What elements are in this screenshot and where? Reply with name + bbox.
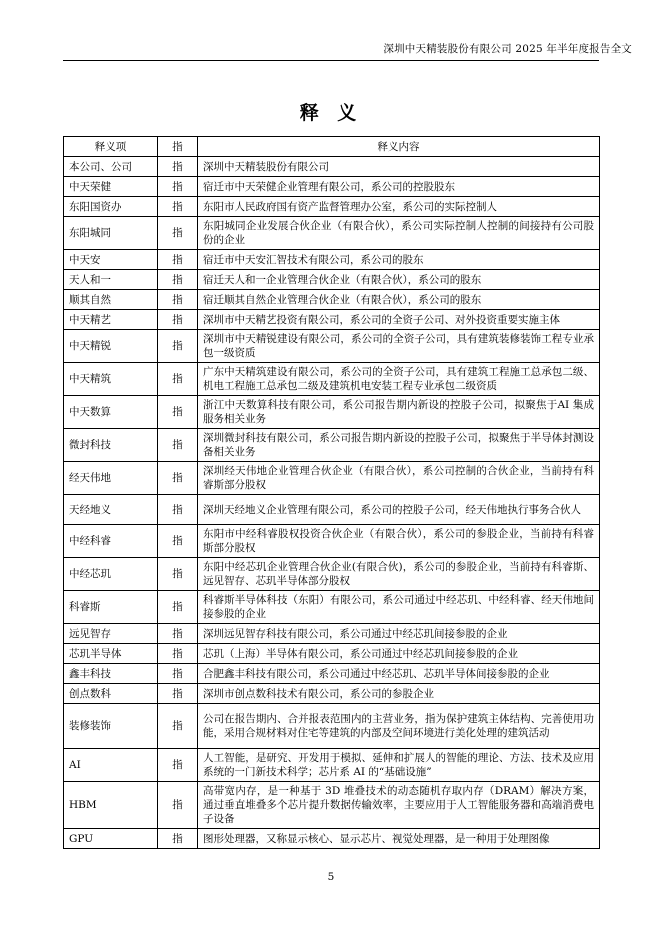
table-row	[64, 310, 600, 330]
sep-cell: 指	[158, 664, 198, 684]
sep-cell: 指	[158, 197, 198, 217]
page-title: 释 义	[299, 102, 363, 124]
term-cell: 科睿斯	[64, 591, 158, 624]
meaning-cell: 高带宽内存，是一种基于 3D 堆叠技术的动态随机存取内存（DRAM）解决方案，通过垂直堆叠多个芯片提升数据传输效率，主要应用于人工智能服务器和高端消费电子设备	[198, 782, 600, 829]
meaning-cell: 合肥鑫丰科技有限公司，系公司通过中经芯玑、芯玑半导体间接参股的企业	[198, 664, 600, 684]
table-row	[64, 749, 600, 782]
meaning-cell: 公司在报告期内、合并报表范围内的主营业务，指为保护建筑主体结构、完善使用功能，采用合规材料对住宅等建筑的内部及空间环境进行美化处理的建筑活动	[198, 704, 600, 749]
sep-cell: 指	[158, 290, 198, 310]
meaning-cell: 宿迁天人和一企业管理合伙企业（有限合伙），系公司的股东	[198, 270, 600, 290]
sep-cell: 指	[158, 462, 198, 495]
sep-cell: 指	[158, 217, 198, 250]
term-cell: 微封科技	[64, 429, 158, 462]
term-cell: 中经芯玑	[64, 558, 158, 591]
table-body	[64, 157, 600, 849]
table-row	[64, 704, 600, 749]
table-row	[64, 270, 600, 290]
table-row	[64, 429, 600, 462]
table-row	[64, 363, 600, 396]
meaning-cell: 深圳市中天精艺投资有限公司，系公司的全资子公司、对外投资重要实施主体	[198, 310, 600, 330]
table-row	[64, 644, 600, 664]
sep-cell: 指	[158, 704, 198, 749]
sep-cell: 指	[158, 591, 198, 624]
term-cell: 天经地义	[64, 495, 158, 525]
term-cell: 顺其自然	[64, 290, 158, 310]
term-cell: HBM	[64, 782, 158, 829]
term-cell: 中天精艺	[64, 310, 158, 330]
meaning-cell: 浙江中天数算科技有限公司，系公司报告期内新设的控股子公司，拟聚焦于AI 集成服务相关业务	[198, 396, 600, 429]
table-header-row	[64, 137, 600, 157]
meaning-cell: 图形处理器，又称显示核心、显示芯片、视觉处理器，是一种用于处理图像	[198, 829, 600, 849]
meaning-cell: 科睿斯半导体科技（东阳）有限公司，系公司通过中经芯玑、中经科睿、经天伟地间接参股的企业	[198, 591, 600, 624]
term-cell: 本公司、公司	[64, 157, 158, 177]
sep-cell: 指	[158, 250, 198, 270]
table-row	[64, 495, 600, 525]
table-row	[64, 217, 600, 250]
meaning-cell: 芯玑（上海）半导体有限公司，系公司通过中经芯玑间接参股的企业	[198, 644, 600, 664]
term-cell: 中天数算	[64, 396, 158, 429]
term-cell: 鑫丰科技	[64, 664, 158, 684]
table-row	[64, 782, 600, 829]
meaning-cell: 东阳市中经科睿股权投资合伙企业（有限合伙），系公司的参股企业，当前持有科睿斯部分股权	[198, 525, 600, 558]
sep-cell: 指	[158, 829, 198, 849]
table-row	[64, 591, 600, 624]
page-header: 深圳中天精装股份有限公司 2025 年半年度报告全文	[383, 43, 632, 55]
sep-cell: 指	[158, 396, 198, 429]
term-cell: 东阳城同	[64, 217, 158, 250]
term-cell: 装修装饰	[64, 704, 158, 749]
sep-cell: 指	[158, 644, 198, 664]
meaning-cell: 宿迁市中天安汇智技术有限公司，系公司的股东	[198, 250, 600, 270]
sep-cell: 指	[158, 495, 198, 525]
meaning-cell: 深圳经天伟地企业管理合伙企业（有限合伙），系公司控制的合伙企业，当前持有科睿斯部分股权	[198, 462, 600, 495]
table-row	[64, 197, 600, 217]
meaning-cell: 宿迁市中天荣健企业管理有限公司，系公司的控股股东	[198, 177, 600, 197]
meaning-cell: 深圳中天精装股份有限公司	[198, 157, 600, 177]
table-row	[64, 250, 600, 270]
header-rule	[63, 60, 599, 61]
table-row	[64, 330, 600, 363]
table-row	[64, 290, 600, 310]
sep-cell: 指	[158, 363, 198, 396]
term-cell: 中天精筑	[64, 363, 158, 396]
table-row	[64, 664, 600, 684]
term-cell: 东阳国资办	[64, 197, 158, 217]
meaning-cell: 深圳微封科技有限公司，系公司报告期内新设的控股子公司，拟聚焦于半导体封测设备相关业务	[198, 429, 600, 462]
meaning-cell: 东阳中经芯玑企业管理合伙企业(有限合伙)，系公司的参股企业，当前持有科睿斯、远见智存、芯玑半导体部分股权	[198, 558, 600, 591]
term-cell: 远见智存	[64, 624, 158, 644]
meaning-cell: 深圳市创点数科技术有限公司，系公司的参股企业	[198, 684, 600, 704]
column-header-meaning: 释义内容	[198, 137, 600, 157]
page-number: 5	[327, 871, 335, 883]
term-cell: 创点数科	[64, 684, 158, 704]
meaning-cell: 东阳市人民政府国有资产监督管理办公室，系公司的实际控制人	[198, 197, 600, 217]
term-cell: GPU	[64, 829, 158, 849]
sep-cell: 指	[158, 684, 198, 704]
term-cell: 经天伟地	[64, 462, 158, 495]
definitions-table	[63, 136, 600, 849]
table-row	[64, 829, 600, 849]
sep-cell: 指	[158, 429, 198, 462]
sep-cell: 指	[158, 310, 198, 330]
meaning-cell: 人工智能，是研究、开发用于模拟、延伸和扩展人的智能的理论、方法、技术及应用系统的一门新技术科学；芯片系 AI 的“基础设施”	[198, 749, 600, 782]
term-cell: 中天荣健	[64, 177, 158, 197]
meaning-cell: 东阳城同企业发展合伙企业（有限合伙），系公司实际控制人控制的间接持有公司股份的企业	[198, 217, 600, 250]
term-cell: 中天安	[64, 250, 158, 270]
sep-cell: 指	[158, 782, 198, 829]
table-row	[64, 177, 600, 197]
table-row	[64, 525, 600, 558]
table-row	[64, 157, 600, 177]
term-cell: AI	[64, 749, 158, 782]
sep-cell: 指	[158, 749, 198, 782]
sep-cell: 指	[158, 558, 198, 591]
table-row	[64, 684, 600, 704]
table-row	[64, 462, 600, 495]
sep-cell: 指	[158, 525, 198, 558]
table-row	[64, 624, 600, 644]
sep-cell: 指	[158, 624, 198, 644]
sep-cell: 指	[158, 270, 198, 290]
table-row	[64, 396, 600, 429]
sep-cell: 指	[158, 177, 198, 197]
term-cell: 芯玑半导体	[64, 644, 158, 664]
term-cell: 中天精锐	[64, 330, 158, 363]
term-cell: 中经科睿	[64, 525, 158, 558]
meaning-cell: 宿迁顺其自然企业管理合伙企业（有限合伙），系公司的股东	[198, 290, 600, 310]
meaning-cell: 广东中天精筑建设有限公司，系公司的全资子公司，具有建筑工程施工总承包二级、机电工程施工总承包二级及建筑机电安装工程专业承包二级资质	[198, 363, 600, 396]
term-cell: 天人和一	[64, 270, 158, 290]
sep-cell: 指	[158, 157, 198, 177]
column-header-sep: 指	[158, 137, 198, 157]
meaning-cell: 深圳天经地义企业管理有限公司，系公司的控股子公司，经天伟地执行事务合伙人	[198, 495, 600, 525]
meaning-cell: 深圳远见智存科技有限公司，系公司通过中经芯玑间接参股的企业	[198, 624, 600, 644]
meaning-cell: 深圳市中天精锐建设有限公司，系公司的全资子公司，具有建筑装修装饰工程专业承包一级资质	[198, 330, 600, 363]
sep-cell: 指	[158, 330, 198, 363]
table-row	[64, 558, 600, 591]
column-header-term: 释义项	[64, 137, 158, 157]
